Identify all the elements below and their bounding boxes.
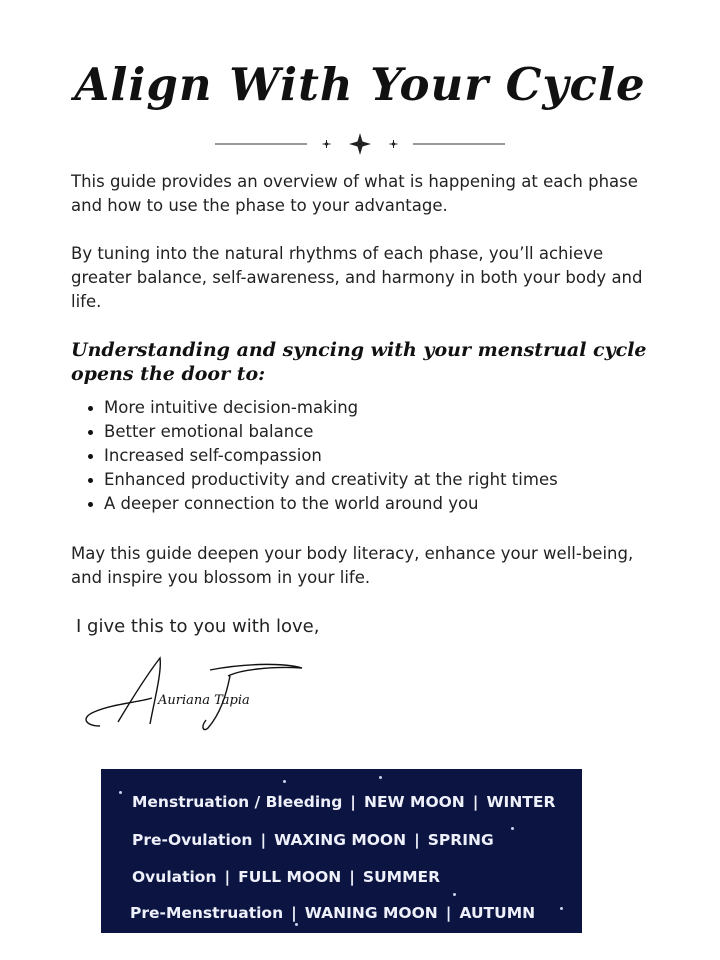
phase-name: Menstruation / Bleeding bbox=[132, 793, 343, 811]
moon-phase: FULL MOON bbox=[238, 868, 342, 886]
separator: | bbox=[445, 904, 452, 922]
large-star-icon bbox=[349, 133, 371, 155]
small-star-icon bbox=[390, 140, 398, 148]
svg-text:Auriana Tapia: Auriana Tapia bbox=[158, 693, 250, 708]
phase-row-pre-ovulation bbox=[132, 831, 494, 849]
list-item: Increased self-compassion bbox=[86, 444, 558, 468]
signoff-text: I give this to you with love, bbox=[76, 616, 320, 637]
cycle-phases-box bbox=[101, 769, 582, 933]
separator: | bbox=[260, 831, 267, 849]
moon-phase: NEW MOON bbox=[363, 793, 465, 811]
star-dot bbox=[453, 893, 456, 896]
sparkle-divider bbox=[215, 132, 505, 156]
separator: | bbox=[224, 868, 231, 886]
list-item: Enhanced productivity and creativity at the right times bbox=[86, 468, 558, 492]
star-dot bbox=[511, 827, 514, 830]
separator: | bbox=[291, 904, 297, 922]
closing-paragraph: May this guide deepen your body literacy, enhance your well-being, and inspire you blossom in your life. bbox=[71, 544, 634, 587]
list-item: Better emotional balance bbox=[86, 420, 558, 444]
star-dot bbox=[560, 907, 563, 910]
separator: | bbox=[350, 793, 356, 811]
moon-phase: WAXING MOON bbox=[274, 831, 407, 849]
list-item: More intuitive decision-making bbox=[86, 396, 558, 420]
star-dot bbox=[283, 780, 286, 783]
list-item: A deeper connection to the world around you bbox=[86, 492, 558, 516]
small-star-icon bbox=[323, 140, 331, 148]
benefits-list bbox=[86, 396, 558, 516]
star-dot bbox=[119, 791, 122, 794]
season: WINTER bbox=[486, 793, 556, 811]
phase-name: Ovulation bbox=[132, 868, 217, 886]
page-title: Align With Your Cycle bbox=[74, 58, 646, 111]
separator: | bbox=[349, 868, 355, 886]
season: AUTUMN bbox=[459, 904, 536, 922]
season: SPRING bbox=[427, 831, 494, 849]
separator: | bbox=[472, 793, 479, 811]
phase-name: Pre-Menstruation bbox=[130, 904, 284, 922]
star-dot bbox=[295, 923, 298, 926]
signature bbox=[80, 652, 310, 734]
phase-row-pre-menstruation bbox=[130, 904, 535, 922]
season: SUMMER bbox=[362, 868, 441, 886]
benefits-heading: Understanding and syncing with your menstrual cycle opens the door to: bbox=[71, 339, 647, 385]
moon-phase: WANING MOON bbox=[304, 904, 438, 922]
phase-row-menstruation bbox=[132, 793, 555, 811]
phase-name: Pre-Ovulation bbox=[132, 831, 253, 849]
intro-paragraph-2: By tuning into the natural rhythms of each phase, you’ll achieve greater balance, self-awareness, and harmony in both your body and life. bbox=[71, 244, 643, 311]
phase-row-ovulation bbox=[132, 868, 440, 886]
separator: | bbox=[414, 831, 420, 849]
star-dot bbox=[379, 776, 382, 779]
intro-paragraph-1: This guide provides an overview of what is happening at each phase and how to use the phase to your advantage. bbox=[71, 172, 638, 215]
